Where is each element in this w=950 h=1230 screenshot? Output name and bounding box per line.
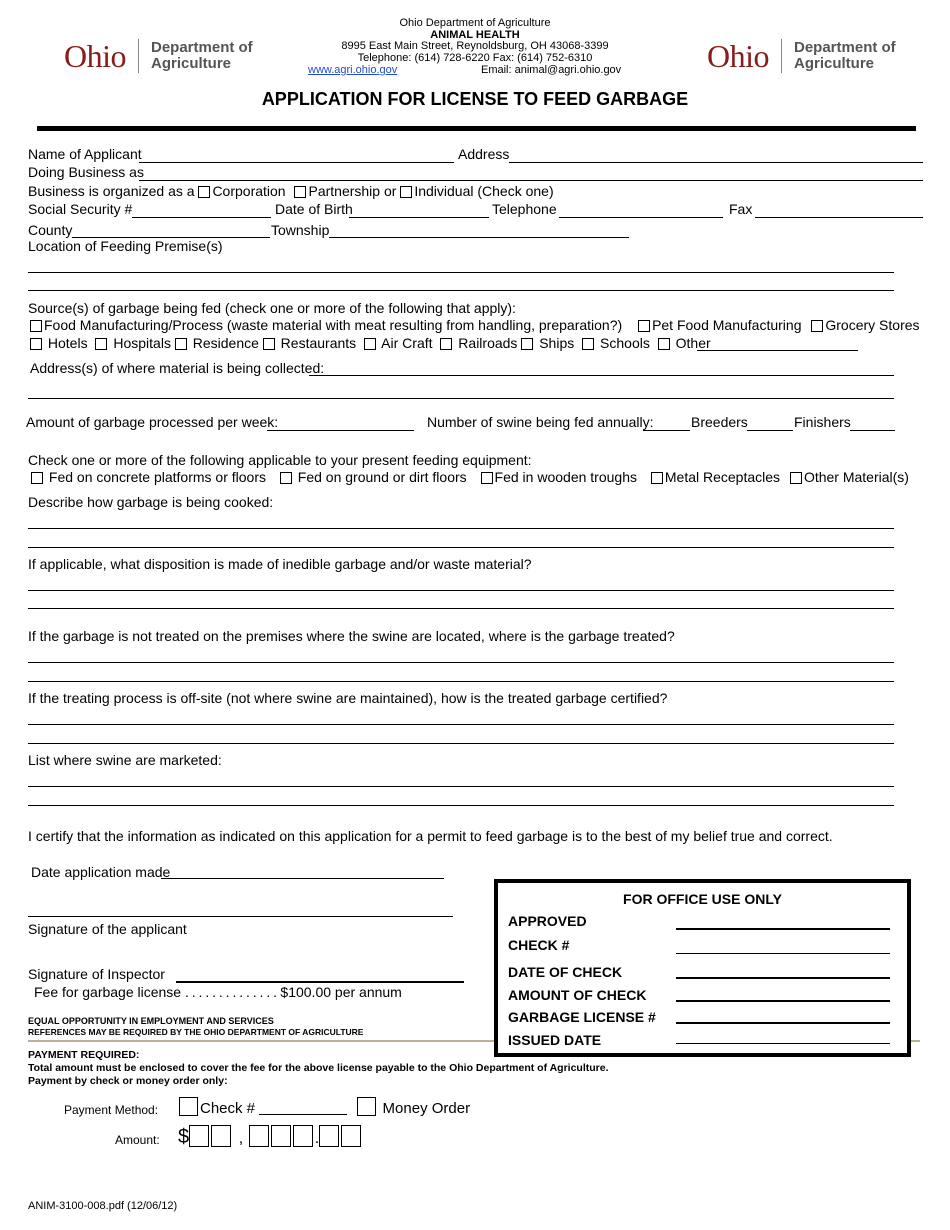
name-of-applicant-label: Name of Applicant bbox=[28, 146, 142, 162]
schools-checkbox[interactable] bbox=[582, 338, 594, 350]
hospitals-label: Hospitals bbox=[113, 335, 171, 351]
swine-fed-label: Number of swine being fed annually: bbox=[427, 414, 654, 430]
amount-digit-box[interactable] bbox=[211, 1125, 231, 1147]
ohio-logo-right bbox=[707, 36, 896, 76]
address-field[interactable] bbox=[509, 162, 923, 163]
wooden-troughs-label: Fed in wooden troughs bbox=[494, 469, 637, 485]
equipment-intro: Check one or more of the following applicable to your present feeding equipment: bbox=[28, 452, 532, 468]
schools-label: Schools bbox=[600, 335, 650, 351]
form-number-footer: ANIM-3100-008.pdf (12/06/12) bbox=[28, 1200, 178, 1212]
amount-label: Amount: bbox=[115, 1133, 160, 1147]
disposition-line-1[interactable] bbox=[28, 590, 894, 591]
garbage-processed-label: Amount of garbage processed per week: bbox=[26, 414, 279, 430]
collection-addresses-label: Address(s) of where material is being collected: bbox=[30, 360, 325, 376]
grocery-label: Grocery Stores bbox=[825, 317, 920, 333]
money-order-checkbox[interactable] bbox=[357, 1097, 376, 1116]
inspector-signature-label: Signature of Inspector bbox=[28, 966, 165, 982]
corporation-label: Corporation bbox=[212, 183, 286, 199]
money-order-label: Money Order bbox=[382, 1100, 471, 1117]
metal-receptacles-label: Metal Receptacles bbox=[664, 469, 781, 485]
agency-phone-fax: Telephone: (614) 728-6220 Fax: (614) 752-6310 bbox=[357, 51, 593, 64]
business-organization-row bbox=[28, 183, 554, 199]
feeding-location-line-1[interactable] bbox=[28, 272, 894, 273]
agency-name: Ohio Department of Agriculture bbox=[399, 17, 551, 29]
thousands-separator: , bbox=[238, 1130, 244, 1147]
cooking-method-line-1[interactable] bbox=[28, 528, 894, 529]
ships-checkbox[interactable] bbox=[521, 338, 533, 350]
approved-field[interactable] bbox=[676, 928, 890, 930]
fax-field[interactable] bbox=[755, 217, 923, 218]
sources-intro: Source(s) of garbage being fed (check one or more of the following that apply): bbox=[28, 300, 516, 316]
swine-marketed-line-2[interactable] bbox=[28, 805, 894, 806]
dob-field[interactable] bbox=[349, 217, 489, 218]
other-source-field[interactable] bbox=[697, 350, 858, 351]
page-title: APPLICATION FOR LICENSE TO FEED GARBAGE bbox=[261, 89, 689, 109]
date-application-label: Date application made bbox=[31, 864, 171, 880]
offsite-certification-line-1[interactable] bbox=[28, 724, 894, 725]
agency-email: Email: animal@agri.ohio.gov bbox=[481, 64, 622, 76]
payment-method-row bbox=[179, 1097, 470, 1117]
payment-required-heading: PAYMENT REQUIRED: bbox=[28, 1049, 140, 1061]
decimal-point: . bbox=[314, 1130, 320, 1147]
amount-cents-box[interactable] bbox=[341, 1125, 361, 1147]
office-use-box bbox=[494, 879, 911, 1057]
township-field[interactable] bbox=[329, 237, 629, 238]
wooden-troughs-checkbox[interactable] bbox=[481, 472, 493, 484]
telephone-label: Telephone bbox=[492, 201, 557, 217]
ssn-field[interactable] bbox=[132, 217, 271, 218]
fax-label: Fax bbox=[729, 201, 753, 217]
hotels-checkbox[interactable] bbox=[30, 338, 42, 350]
logo-ohio-word: Ohio bbox=[64, 37, 126, 74]
logo-dept-line1: Department of bbox=[151, 39, 253, 56]
dob-label: Date of Birth bbox=[275, 201, 353, 217]
restaurants-label: Restaurants bbox=[280, 335, 357, 351]
corporation-checkbox[interactable] bbox=[198, 186, 210, 198]
breeders-label: Breeders bbox=[691, 414, 748, 430]
check-number-field[interactable] bbox=[676, 953, 890, 954]
township-label: Township bbox=[271, 222, 330, 238]
pet-food-label: Pet Food Manufacturing bbox=[652, 317, 802, 333]
fee-amount: $100.00 per annum bbox=[280, 984, 402, 1000]
collection-addresses-field[interactable] bbox=[309, 375, 894, 376]
finishers-field-left[interactable] bbox=[747, 430, 793, 431]
hospitals-checkbox[interactable] bbox=[95, 338, 107, 350]
fee-row bbox=[34, 984, 402, 1000]
date-of-check-label: DATE OF CHECK bbox=[508, 964, 623, 980]
concrete-floors-checkbox[interactable] bbox=[31, 472, 43, 484]
ships-label: Ships bbox=[539, 335, 575, 351]
offsite-certification-line-2[interactable] bbox=[28, 743, 894, 744]
amount-boxes bbox=[178, 1125, 363, 1149]
air-craft-label: Air Craft bbox=[381, 335, 433, 351]
eoe-notice: EQUAL OPPORTUNITY IN EMPLOYMENT AND SERVICES bbox=[28, 1016, 274, 1026]
county-label: County bbox=[28, 222, 73, 238]
amount-digit-box[interactable] bbox=[249, 1125, 269, 1147]
finishers-label: Finishers bbox=[794, 414, 851, 430]
swine-marketed-question: List where swine are marketed: bbox=[28, 752, 222, 768]
other-source-checkbox[interactable] bbox=[658, 338, 670, 350]
residence-label: Residence bbox=[192, 335, 259, 351]
disposition-line-2[interactable] bbox=[28, 608, 894, 609]
feeding-location-label: Location of Feeding Premise(s) bbox=[28, 238, 223, 254]
telephone-field[interactable] bbox=[559, 217, 723, 218]
ssn-label: Social Security # bbox=[28, 201, 133, 217]
date-of-check-field[interactable] bbox=[676, 977, 890, 979]
amount-digit-box[interactable] bbox=[293, 1125, 313, 1147]
applicant-signature-field[interactable] bbox=[28, 916, 453, 917]
payment-notice bbox=[28, 1049, 609, 1088]
sources-row-2 bbox=[30, 335, 711, 351]
logo-dept-line1: Department of bbox=[794, 39, 896, 56]
offsite-certification-question: If the treating process is off-site (not where swine are maintained), how is the treated garbage certified? bbox=[28, 690, 668, 706]
amount-of-check-label: AMOUNT OF CHECK bbox=[508, 987, 647, 1003]
garbage-processed-field[interactable] bbox=[267, 430, 414, 431]
partnership-label: Partnership or bbox=[308, 183, 397, 199]
references-notice: REFERENCES MAY BE REQUIRED BY THE OHIO DEPARTMENT OF AGRICULTURE bbox=[28, 1027, 364, 1037]
hotels-label: Hotels bbox=[47, 335, 88, 351]
approved-label: APPROVED bbox=[508, 913, 587, 929]
disposition-question: If applicable, what disposition is made of inedible garbage and/or waste material? bbox=[28, 556, 532, 572]
doing-business-as-field[interactable] bbox=[139, 180, 923, 181]
division-name: ANIMAL HEALTH bbox=[430, 28, 520, 41]
issued-date-label: ISSUED DATE bbox=[508, 1032, 602, 1048]
title-rule bbox=[37, 126, 916, 131]
organized-as-label: Business is organized as a bbox=[28, 183, 195, 199]
inspector-signature-field[interactable] bbox=[176, 981, 464, 983]
other-source-label: Other bbox=[675, 335, 711, 351]
check-checkbox[interactable] bbox=[179, 1097, 198, 1116]
treatment-location-question: If the garbage is not treated on the premises where the swine are located, where is the garbage treated? bbox=[28, 628, 675, 644]
railroads-checkbox[interactable] bbox=[440, 338, 452, 350]
pet-food-checkbox[interactable] bbox=[638, 320, 650, 332]
office-use-title: FOR OFFICE USE ONLY bbox=[623, 891, 782, 907]
other-material-checkbox[interactable] bbox=[790, 472, 802, 484]
grocery-checkbox[interactable] bbox=[811, 320, 823, 332]
residence-checkbox[interactable] bbox=[175, 338, 187, 350]
cooking-method-label: Describe how garbage is being cooked: bbox=[28, 494, 274, 510]
amount-of-check-field[interactable] bbox=[676, 1000, 890, 1002]
garbage-license-number-label: GARBAGE LICENSE # bbox=[508, 1009, 656, 1025]
address-label: Address bbox=[458, 146, 510, 162]
sources-row-1 bbox=[30, 317, 920, 333]
dollar-sign: $ bbox=[178, 1126, 190, 1148]
amount-cents-box[interactable] bbox=[319, 1125, 339, 1147]
restaurants-checkbox[interactable] bbox=[263, 338, 275, 350]
ohio-logo-left bbox=[64, 36, 253, 76]
amount-digit-box[interactable] bbox=[271, 1125, 291, 1147]
doing-business-as-label: Doing Business as bbox=[28, 164, 144, 180]
individual-checkbox[interactable] bbox=[400, 186, 412, 198]
logo-dept-line2: Agriculture bbox=[151, 55, 232, 72]
name-of-applicant-field[interactable] bbox=[139, 162, 454, 163]
fee-dots: . . . . . . . . . . . . . . bbox=[184, 984, 277, 1000]
agency-address: 8995 East Main Street, Reynoldsburg, OH 43068-3399 bbox=[341, 40, 609, 53]
partnership-checkbox[interactable] bbox=[294, 186, 306, 198]
food-manufacturing-checkbox[interactable] bbox=[30, 320, 42, 332]
collection-addresses-line-2[interactable] bbox=[28, 398, 894, 399]
garbage-license-number-field[interactable] bbox=[676, 1022, 890, 1024]
certification-statement: I certify that the information as indicated on this application for a permit to feed garbage is to the best of my belief true and correct. bbox=[28, 828, 833, 844]
other-material-label: Other Material(s) bbox=[803, 469, 909, 485]
logo-ohio-word: Ohio bbox=[707, 37, 769, 74]
logo-dept-line2: Agriculture bbox=[794, 55, 875, 72]
metal-receptacles-checkbox[interactable] bbox=[651, 472, 663, 484]
amount-digit-box[interactable] bbox=[189, 1125, 209, 1147]
website-link[interactable]: www.agri.ohio.gov bbox=[308, 64, 398, 76]
feeding-location-line-2[interactable] bbox=[28, 290, 894, 291]
air-craft-checkbox[interactable] bbox=[364, 338, 376, 350]
finishers-field[interactable] bbox=[850, 430, 895, 431]
cooking-method-line-2[interactable] bbox=[28, 547, 894, 548]
check-number-label: CHECK # bbox=[508, 937, 570, 953]
dirt-floors-label: Fed on ground or dirt floors bbox=[297, 469, 467, 485]
date-application-field[interactable] bbox=[161, 878, 444, 879]
fee-label: Fee for garbage license bbox=[34, 984, 182, 1000]
check-number-input[interactable] bbox=[259, 1100, 347, 1115]
breeders-field[interactable] bbox=[643, 430, 690, 431]
check-label: Check # bbox=[200, 1100, 256, 1117]
payment-method-note: Payment by check or money order only: bbox=[28, 1075, 228, 1087]
dirt-floors-checkbox[interactable] bbox=[280, 472, 292, 484]
food-manufacturing-label: Food Manufacturing/Process (waste material with meat resulting from handling, preparation?) bbox=[44, 317, 623, 333]
issued-date-field[interactable] bbox=[676, 1043, 890, 1044]
payment-instructions: Total amount must be enclosed to cover the fee for the above license payable to the Ohio Department of Agriculture. bbox=[28, 1062, 609, 1074]
treatment-location-line-1[interactable] bbox=[28, 662, 894, 663]
equipment-row bbox=[31, 469, 909, 485]
agency-header bbox=[300, 18, 650, 64]
payment-method-label: Payment Method: bbox=[64, 1103, 159, 1117]
concrete-floors-label: Fed on concrete platforms or floors bbox=[48, 469, 266, 485]
applicant-signature-label: Signature of the applicant bbox=[28, 921, 187, 937]
swine-marketed-line-1[interactable] bbox=[28, 786, 894, 787]
treatment-location-line-2[interactable] bbox=[28, 681, 894, 682]
railroads-label: Railroads bbox=[458, 335, 518, 351]
individual-label: Individual (Check one) bbox=[414, 183, 554, 199]
